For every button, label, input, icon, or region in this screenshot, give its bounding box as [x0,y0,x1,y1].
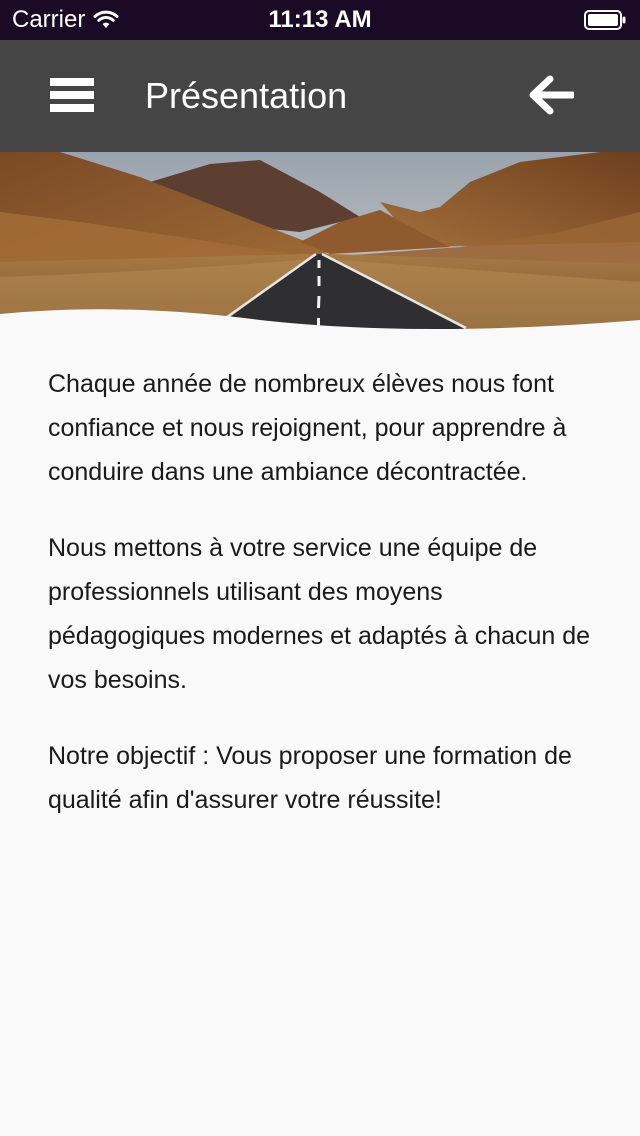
mountain-road-landscape [0,152,640,332]
battery-full-icon [584,10,626,30]
carrier-label: Carrier [12,6,86,33]
paragraph-objective: Notre objectif : Vous proposer une formation de qualité afin d'assurer votre réussite! [48,742,572,814]
nav-bar [0,40,640,152]
hamburger-menu-icon[interactable] [50,78,94,112]
hero-image [0,152,640,332]
page-title: Présentation [145,75,348,116]
paragraph-intro: Chaque année de nombreux élèves nous font confiance et nous rejoignent, pour apprendre à conduire dans une ambiance décontractée. [48,370,567,486]
arrow-left-icon[interactable] [528,75,574,115]
status-bar [0,0,640,40]
content-section [48,362,596,854]
status-time: 11:13 AM [268,6,372,33]
paragraph-team: Nous mettons à votre service une équipe de professionnels utilisant des moyens pédagogiques modernes et adaptés à chacun de vos besoins. [48,534,591,694]
